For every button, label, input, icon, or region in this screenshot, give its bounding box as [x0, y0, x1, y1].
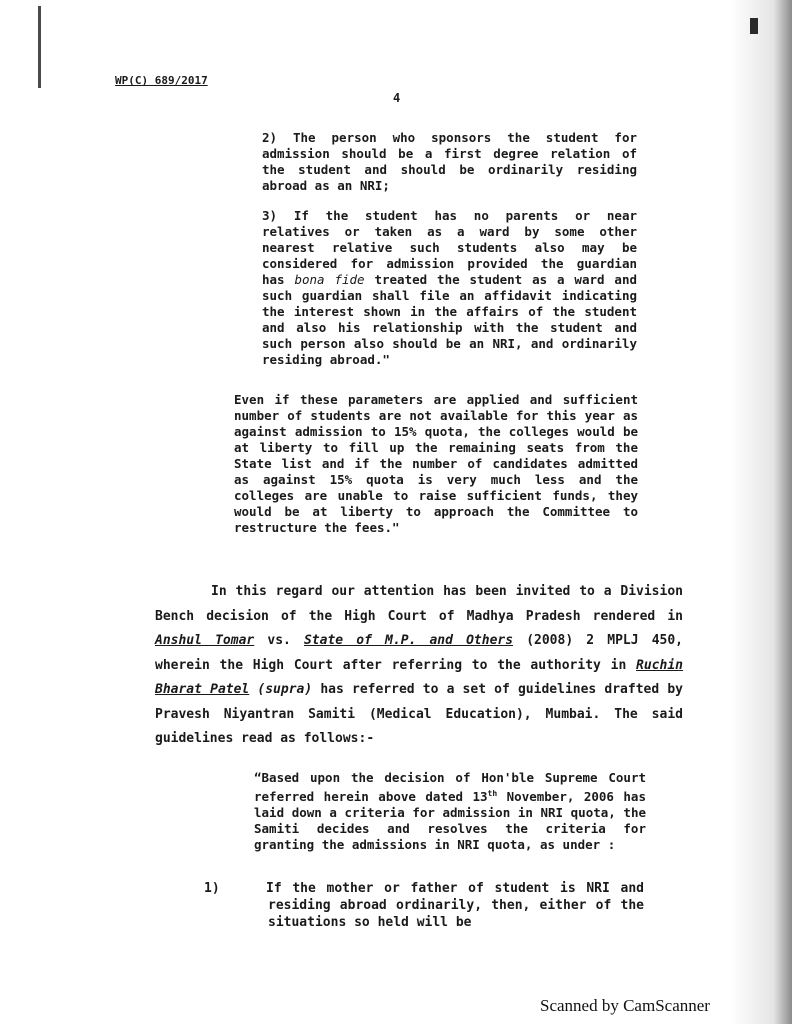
guideline-item-1 — [204, 880, 644, 931]
scan-shadow — [730, 0, 792, 1024]
main-paragraph — [155, 580, 683, 752]
supra-ref: (supra) — [249, 682, 313, 697]
page-number: 4 — [393, 91, 401, 105]
guideline-item-1-text: 1) If the mother or father of student is NRI and residing abroad ordinarily, then, either of the situations so held will be — [204, 881, 644, 930]
guideline-quote-text: “Based upon the decision of Hon'ble Supreme Court referred herein above dated 13th November, 2006 has laid down a criteria for admission in NRI quota, the Samiti decides and resolves the criteria for granting the admissions in NRI quota, as under : — [254, 770, 646, 853]
scan-mark — [750, 18, 758, 34]
italic-phrase: bona fide — [294, 272, 365, 287]
case-name: State of M.P. and Others — [303, 633, 514, 648]
scan-edge — [38, 6, 41, 88]
quote-item-2 — [262, 130, 637, 194]
case-name: Anshul Tomar — [155, 633, 255, 648]
quote-item-3 — [262, 208, 637, 368]
case-name: Ruchin Bharat Patel — [155, 657, 683, 697]
quote-item-3-text: 3) If the student has no parents or near relatives or taken as a ward by some other nearest relative such students also may be considered for admission provided the guardian has bona fide treated the student as a ward and such guardian shall file an affidavit indicating the interest shown in the affairs of the student and also his relationship with the student and such person also should be an NRI, and ordinarily residing abroad." — [262, 208, 638, 367]
guideline-quote — [254, 770, 646, 853]
main-paragraph-text: In this regard our attention has been invited to a Division Bench decision of the High Court of Madhya Pradesh rendered in Anshul Tomar vs. State of M.P. and Others (2008) 2 MPLJ 450, wherein the High Court after referring to the authority in Ruchin Bharat Patel (supra) has referred to a set of guidelines drafted by Pravesh Niyantran Samiti (Medical Education), Mumbai. The said guidelines read as follows:- — [155, 584, 683, 746]
case-number: WP(C) 689/2017 — [115, 74, 208, 87]
quote-paragraph-text: Even if these parameters are applied and sufficient number of students are not available for this year as against admission to 15% quota, the colleges would be at liberty to fill up the remaining seats from the State list and if the number of candidates admitted as against 15% quota is very much less and the colleges are unable to raise sufficient funds, they would be at liberty to approach the Committee to restructure the fees." — [234, 392, 638, 535]
scanner-watermark: Scanned by CamScanner — [540, 996, 710, 1015]
quote-paragraph — [234, 392, 638, 536]
quote-item-2-text: 2) The person who sponsors the student for admission should be a first degree relation of the student and should be ordinarily residing abroad as an NRI; — [262, 130, 637, 193]
